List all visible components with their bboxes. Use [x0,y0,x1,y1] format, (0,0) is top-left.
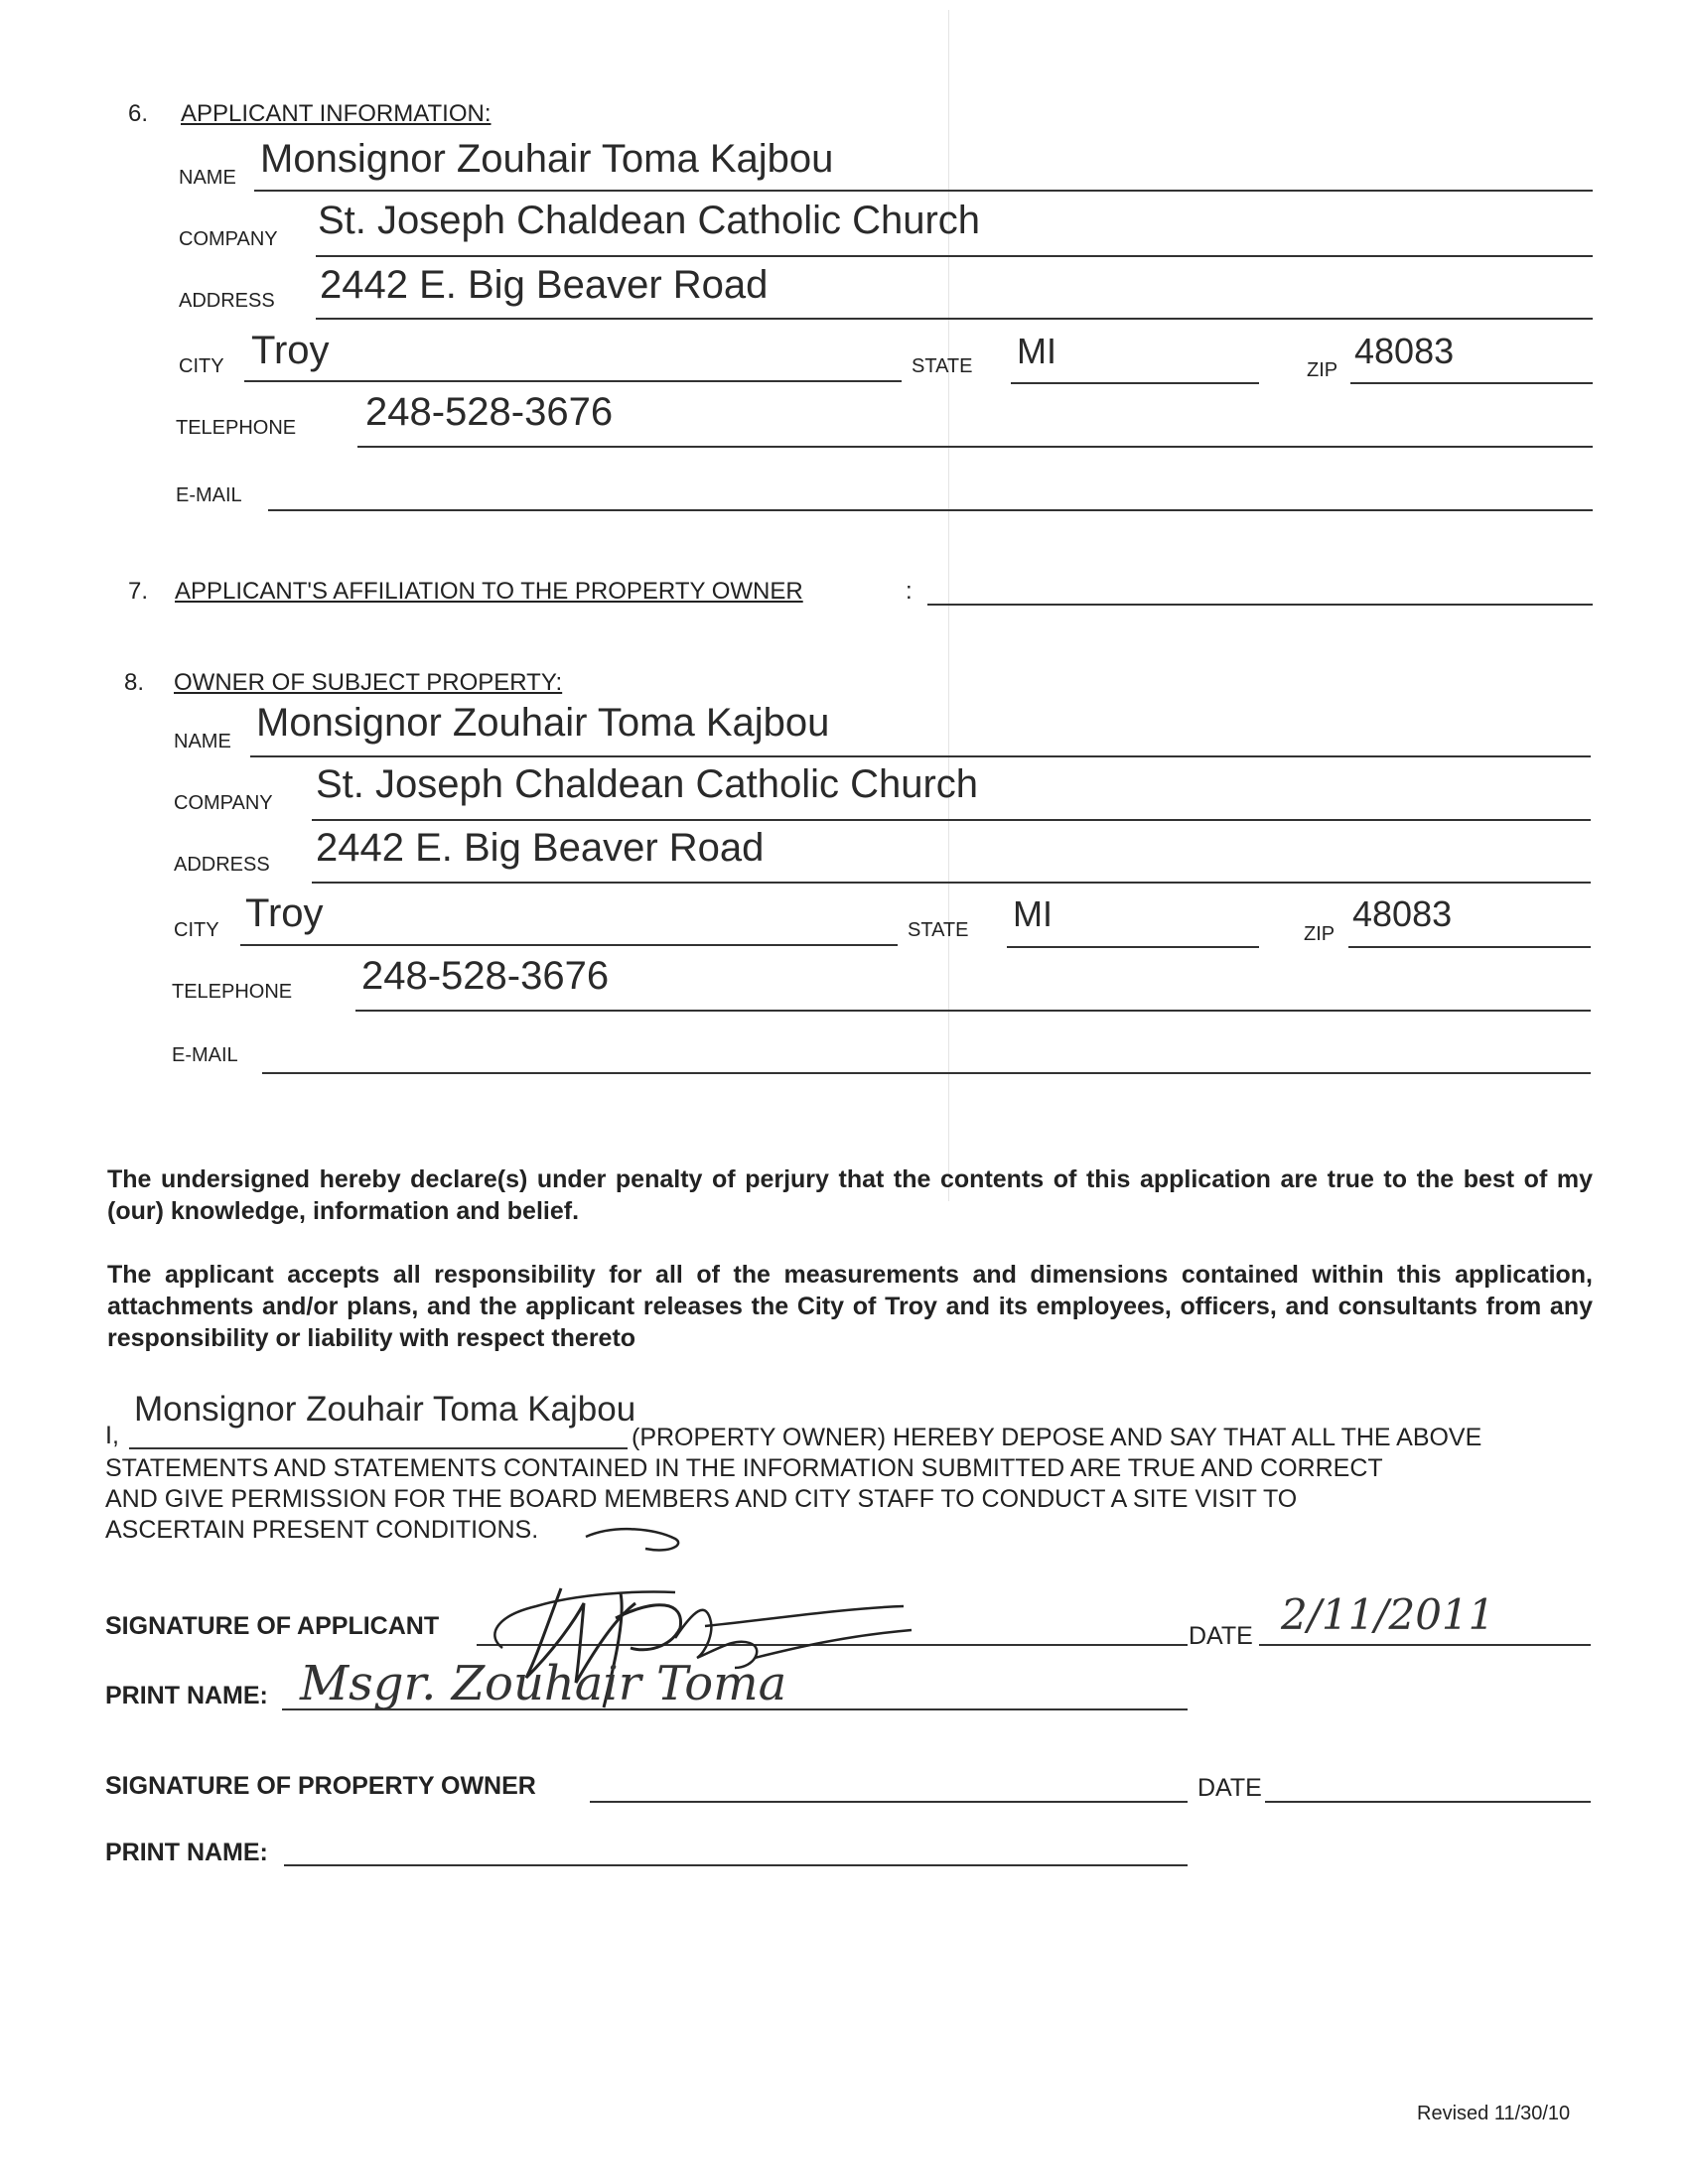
email-label: E-MAIL [172,1044,238,1066]
owner-city-field[interactable]: Troy [245,891,324,935]
owner-company-field[interactable]: St. Joseph Chaldean Catholic Church [316,762,979,806]
zip-underline [1350,382,1593,384]
address-underline [316,318,1593,320]
applicant-date-label: DATE [1189,1622,1253,1650]
section-heading: APPLICANT'S AFFILIATION TO THE PROPERTY OWNER [175,578,803,605]
owner-signature-label: SIGNATURE OF PROPERTY OWNER [105,1772,536,1800]
deposition-owner-name[interactable]: Monsignor Zouhair Toma Kajbou [134,1390,636,1429]
section-number: 8. [124,669,145,696]
name-underline [250,755,1591,757]
deposition-name-underline [129,1447,628,1449]
deposition-line-1: (PROPERTY OWNER) HEREBY DEPOSE AND SAY THAT ALL THE ABOVE [632,1424,1482,1451]
applicant-telephone-field[interactable]: 248-528-3676 [365,390,614,434]
heading-colon: : [906,578,913,605]
address-label: ADDRESS [174,854,270,876]
applicant-zip-field[interactable]: 48083 [1354,331,1455,371]
telephone-label: TELEPHONE [176,417,297,439]
state-underline [1011,382,1259,384]
state-underline [1007,946,1259,948]
address-label: ADDRESS [179,290,275,312]
applicant-address-field[interactable]: 2442 E. Big Beaver Road [320,263,769,307]
applicant-print-name-field[interactable]: Msgr. Zouhair Toma [300,1656,787,1711]
deposition-line-3: AND GIVE PERMISSION FOR THE BOARD MEMBERS AND CITY STAFF TO CONDUCT A SITE VISIT TO [105,1485,1298,1513]
owner-name-field[interactable]: Monsignor Zouhair Toma Kajbou [256,701,830,745]
city-underline [240,944,898,946]
responsibility-statement: The applicant accepts all responsibility for all of the measurements and dimensions contained within this application, attachments and/or plans, and the applicant releases the City of Troy and its employees, officers, and consultants from any responsibility or liability with respect thereto [107,1261,1593,1352]
address-underline [312,882,1591,884]
zip-label: ZIP [1304,923,1336,945]
owner-print-name-label: PRINT NAME: [105,1839,268,1866]
company-label: COMPANY [174,792,273,814]
owner-print-name-underline [284,1864,1188,1866]
affiliation-field[interactable] [927,604,1593,606]
section-number: 6. [128,100,149,127]
name-underline [254,190,1593,192]
zip-label: ZIP [1307,359,1338,381]
owner-telephone-field[interactable]: 248-528-3676 [361,954,610,998]
city-underline [244,380,902,382]
owner-signature-field[interactable] [590,1801,1188,1803]
page-fold-crease [948,10,949,1201]
owner-address-field[interactable]: 2442 E. Big Beaver Road [316,826,765,870]
deposition-line-4: ASCERTAIN PRESENT CONDITIONS. [105,1516,539,1544]
section-number: 7. [128,578,149,605]
applicant-date-underline [1259,1644,1591,1646]
applicant-company-field[interactable]: St. Joseph Chaldean Catholic Church [318,199,981,242]
applicant-name-field[interactable]: Monsignor Zouhair Toma Kajbou [260,137,834,181]
telephone-underline [357,446,1593,448]
company-label: COMPANY [179,228,278,250]
section-heading: OWNER OF SUBJECT PROPERTY: [174,669,563,696]
owner-date-label: DATE [1197,1774,1262,1802]
applicant-date-field[interactable]: 2/11/2011 [1281,1590,1495,1639]
revision-note: Revised 11/30/10 [1417,2103,1571,2124]
company-underline [312,819,1591,821]
telephone-label: TELEPHONE [172,981,293,1003]
name-label: NAME [174,731,231,752]
company-underline [316,255,1593,257]
perjury-declaration: The undersigned hereby declare(s) under penalty of perjury that the contents of this application are true to the best of my (our) knowledge, information and belief. [107,1165,1593,1225]
city-label: CITY [174,919,219,941]
applicant-signature-label: SIGNATURE OF APPLICANT [105,1612,440,1640]
telephone-underline [355,1010,1591,1012]
applicant-print-name-label: PRINT NAME: [105,1682,268,1709]
zip-underline [1348,946,1591,948]
city-label: CITY [179,355,224,377]
applicant-state-field[interactable]: MI [1017,331,1056,371]
deposition-line-2: STATEMENTS AND STATEMENTS CONTAINED IN THE INFORMATION SUBMITTED ARE TRUE AND CORRECT [105,1454,1383,1482]
email-label: E-MAIL [176,484,242,506]
owner-state-field[interactable]: MI [1013,893,1053,934]
section-heading: APPLICANT INFORMATION: [181,100,492,127]
email-underline [268,509,1593,511]
name-label: NAME [179,167,236,189]
applicant-city-field[interactable]: Troy [251,329,330,372]
owner-date-underline [1265,1801,1591,1803]
deposition-prefix: I, [105,1422,119,1449]
owner-zip-field[interactable]: 48083 [1352,893,1453,934]
applicant-print-name-underline [282,1708,1188,1710]
email-underline [262,1072,1591,1074]
state-label: STATE [908,919,969,941]
state-label: STATE [912,355,973,377]
